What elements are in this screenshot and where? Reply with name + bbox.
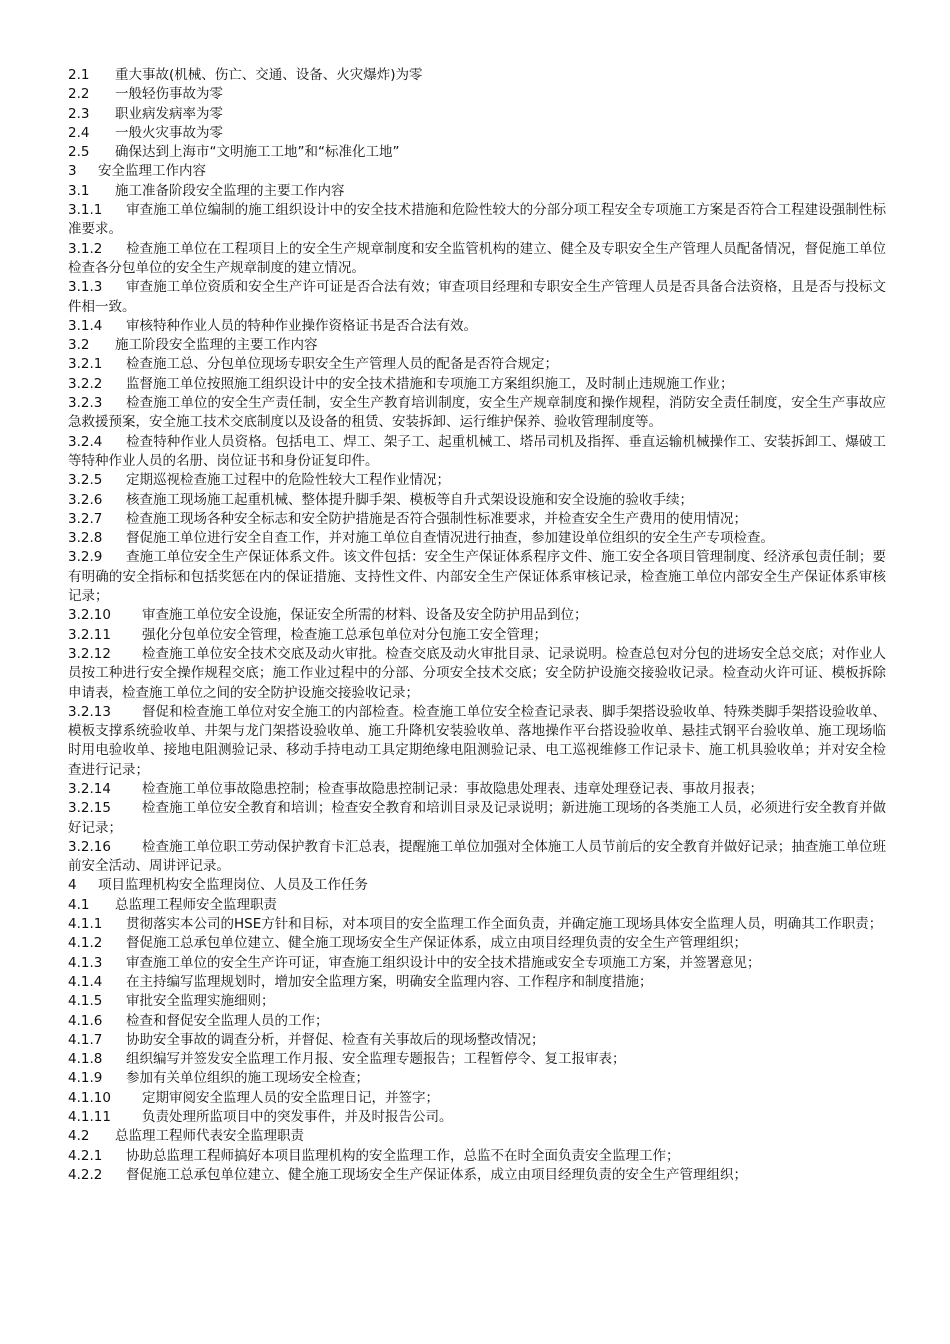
clause-text: 协助安全事故的调查分析，并督促、检查有关事故后的现场整改情况；: [126, 1031, 545, 1048]
clause-number: 4.2.2: [68, 1166, 103, 1183]
clause-number: 3.2.7: [68, 510, 103, 527]
clause-number: 3.2.9: [68, 549, 103, 566]
clause-number: 4.1.1: [68, 916, 103, 933]
clause-text: 审查施工单位安全设施，保证安全所需的材料、设备及安全防护用品到位；: [142, 607, 588, 624]
clause-number: 3.2.14: [68, 780, 111, 797]
clause-text: 检查施工现场各种安全标志和安全防护措施是否符合强制性标准要求，并检查安全生产费用的使用情况；: [126, 510, 747, 527]
clause-text: 核查施工现场施工起重机械、整体提升脚手架、模板等自升式架设设施和安全设施的验收手续；: [126, 491, 693, 508]
clause-number: 3.2.6: [68, 491, 103, 508]
clause-paragraph: [68, 143, 886, 162]
clause-number: 2.1: [68, 67, 90, 83]
clause-text: 项目监理机构安全监理岗位、人员及工作任务: [98, 877, 368, 894]
clause-paragraph: [68, 1166, 886, 1185]
clause-paragraph: [68, 1108, 886, 1127]
clause-text: 定期审阅安全监理人员的安全监理日记，并签字；: [142, 1089, 439, 1106]
clause-paragraph: [68, 645, 886, 703]
clause-number: 2.5: [68, 144, 90, 161]
clause-text: 参加有关单位组织的施工现场安全检查；: [126, 1070, 369, 1087]
clause-text: 督促施工总承包单位建立、健全施工现场安全生产保证体系，成立由项目经理负责的安全生产管理组织；: [126, 1166, 747, 1183]
clause-paragraph: [68, 336, 886, 355]
clause-paragraph: [68, 1089, 886, 1108]
clause-text: 施工准备阶段安全监理的主要工作内容: [115, 182, 345, 199]
clause-number: 3.2.13: [68, 703, 111, 720]
clause-number: 3.1.1: [68, 202, 103, 219]
clause-text: 施工阶段安全监理的主要工作内容: [115, 337, 318, 354]
clause-text: 职业病发病率为零: [115, 105, 223, 122]
clause-paragraph: [68, 182, 886, 201]
clause-text: 督促施工总承包单位建立、健全施工现场安全生产保证体系，成立由项目经理负责的安全生产管理组织；: [126, 935, 747, 952]
clause-number: 4.2.1: [68, 1147, 103, 1164]
clause-text: 检查特种作业人员资格。包括电工、焊工、架子工、起重机械工、塔吊司机及指挥、垂直运输机械操作工、安装拆卸工、爆破工等特种作业人员的名册、岗位证书和身份证复印件。: [68, 433, 886, 469]
clause-number: 4.1.9: [68, 1070, 103, 1087]
clause-number: 3.2.2: [68, 375, 103, 392]
clause-paragraph: [68, 876, 886, 895]
clause-text: 在主持编写监理规划时，增加安全监理方案，明确安全监理内容、工作程序和制度措施；: [126, 973, 653, 990]
clause-paragraph: [68, 626, 886, 645]
clause-paragraph: [68, 162, 886, 181]
clause-paragraph: [68, 934, 886, 953]
clause-paragraph: [68, 780, 886, 799]
clause-paragraph: [68, 471, 886, 490]
clause-text: 检查施工单位在工程项目上的安全生产规章制度和安全监管机构的建立、健全及专职安全生产管理人员配备情况，督促施工单位检查各分包单位的安全生产规章制度的建立情况。: [68, 240, 886, 276]
clause-text: 安全监理工作内容: [98, 163, 206, 180]
clause-number: 3.2.4: [68, 433, 103, 450]
clause-number: 3.1: [68, 182, 90, 199]
clause-number: 3.2.5: [68, 472, 103, 489]
clause-number: 3.1.3: [68, 279, 103, 296]
clause-text: 审批安全监理实施细则；: [126, 993, 275, 1010]
clause-paragraph: [68, 66, 886, 85]
clause-number: 4.1.5: [68, 993, 103, 1010]
clause-paragraph: [68, 433, 886, 472]
clause-number: 3.1.4: [68, 317, 103, 334]
clause-paragraph: [68, 1127, 886, 1146]
clause-text: 一般火灾事故为零: [115, 124, 223, 141]
clause-text: 贯彻落实本公司的HSE方针和目标，对本项目的安全监理工作全面负责，并确定施工现场具体安全监理人员，明确其工作职责；: [126, 916, 883, 933]
clause-paragraph: [68, 394, 886, 433]
clause-text: 审查施工单位编制的施工组织设计中的安全技术措施和危险性较大的分部分项工程安全专项施工方案是否符合工程建设强制性标准要求。: [68, 202, 886, 238]
clause-text: 检查施工总、分包单位现场专职安全生产管理人员的配备是否符合规定；: [126, 356, 558, 373]
clause-number: 3.2.10: [68, 607, 111, 624]
clause-number: 3: [68, 163, 77, 180]
clause-number: 4.1.8: [68, 1051, 103, 1068]
clause-number: 3.2.15: [68, 800, 111, 817]
clause-paragraph: [68, 85, 886, 104]
clause-paragraph: [68, 355, 886, 374]
clause-number: 4.1.6: [68, 1012, 103, 1029]
clause-paragraph: [68, 1012, 886, 1031]
clause-paragraph: [68, 124, 886, 143]
clause-paragraph: [68, 510, 886, 529]
clause-paragraph: [68, 896, 886, 915]
clause-number: 3.2.11: [68, 626, 111, 643]
clause-number: 4.1.3: [68, 954, 103, 971]
clause-text: 重大事故(机械、伤亡、交通、设备、火灾爆炸)为零: [115, 67, 423, 83]
clause-paragraph: [68, 838, 886, 877]
clause-text: 检查施工单位事故隐患控制；检查事故隐患控制记录：事故隐患处理表、违章处理登记表、事故月报表；: [142, 780, 763, 797]
clause-text: 强化分包单位安全管理，检查施工总承包单位对分包施工安全管理；: [142, 626, 547, 643]
clause-number: 2.3: [68, 105, 90, 122]
clause-number: 4.2: [68, 1128, 90, 1145]
clause-paragraph: [68, 491, 886, 510]
clause-text: 督促和检查施工单位对安全施工的内部检查。检查施工单位安全检查记录表、脚手架搭设验收单、特殊类脚手架搭设验收单、模板支撑系统验收单、井架与龙门架搭设验收单、施工升降机安装验收单、落地操作平台搭设验收单、悬挂式钢平台验收单、施工现场临时用电验收单、接地电阻测验记录、移动手持电动工具定期绝缘电阻测验记录、电工巡视维修工作记录卡、施工机具验收单；并对安全检查进行记录；: [68, 703, 886, 778]
clause-text: 检查施工单位安全教育和培训；检查安全教育和培训目录及记录说明；新进施工现场的各类施工人员，必须进行安全教育并做好记录；: [68, 800, 886, 836]
clause-number: 3.2.8: [68, 530, 103, 547]
clause-text: 督促施工单位进行安全自查工作，并对施工单位自查情况进行抽查，参加建设单位组织的安全生产专项检查。: [126, 530, 774, 547]
clause-number: 3.2.16: [68, 838, 111, 855]
clause-paragraph: [68, 1031, 886, 1050]
clause-paragraph: [68, 105, 886, 124]
clause-paragraph: [68, 954, 886, 973]
clause-paragraph: [68, 548, 886, 606]
clause-paragraph: [68, 973, 886, 992]
clause-number: 3.2.12: [68, 645, 111, 662]
clause-paragraph: [68, 1069, 886, 1088]
clause-text: 检查施工单位职工劳动保护教育卡汇总表，提醒施工单位加强对全体施工人员节前后的安全教育并做好记录；抽查施工单位班前安全活动、周讲评记录。: [68, 838, 886, 875]
clause-paragraph: [68, 799, 886, 838]
clause-text: 一般轻伤事故为零: [115, 86, 223, 103]
clause-number: 4.1: [68, 896, 90, 913]
clause-text: 定期巡视检查施工过程中的危险性较大工程作业情况；: [126, 472, 450, 489]
clause-number: 4: [68, 877, 77, 894]
clause-number: 3.2.1: [68, 356, 103, 373]
clause-text: 协助总监理工程师搞好本项目监理机构的安全监理工作，总监不在时全面负责安全监理工作；: [126, 1147, 680, 1164]
clause-paragraph: [68, 278, 886, 317]
clause-text: 组织编写并签发安全监理工作月报、安全监理专题报告；工程暂停令、复工报审表；: [126, 1051, 626, 1068]
clause-text: 确保达到上海市“文明施工工地”和“标准化工地”: [115, 144, 400, 161]
clause-text: 审查施工单位资质和安全生产许可证是否合法有效；审查项目经理和专职安全生产管理人员是否具备合法资格，且是否与投标文件相一致。: [68, 279, 886, 315]
clause-paragraph: [68, 317, 886, 336]
clause-paragraph: [68, 529, 886, 548]
clause-text: 查施工单位安全生产保证体系文件。该文件包括：安全生产保证体系程序文件、施工安全各项目管理制度、经济承包责任制；要有明确的安全指标和包括奖惩在内的保证措施、支持性文件、内部安全生产保证体系审核记录，检查施工单位内部安全生产保证体系审核记录；: [68, 549, 886, 605]
clause-number: 3.1.2: [68, 240, 103, 257]
clause-number: 3.2: [68, 337, 90, 354]
clause-text: 检查和督促安全监理人员的工作；: [126, 1012, 329, 1029]
clause-number: 4.1.11: [68, 1109, 111, 1126]
clause-text: 总监理工程师代表安全监理职责: [115, 1128, 304, 1145]
clause-number: 4.1.10: [68, 1089, 111, 1106]
clause-paragraph: [68, 201, 886, 240]
clause-paragraph: [68, 1147, 886, 1166]
clause-paragraph: [68, 915, 886, 934]
clause-number: 2.2: [68, 86, 90, 103]
clause-paragraph: [68, 703, 886, 780]
clause-text: 负责处理所监项目中的突发事件，并及时报告公司。: [142, 1109, 453, 1126]
clause-number: 4.1.7: [68, 1031, 103, 1048]
clause-paragraph: [68, 375, 886, 394]
clause-text: 监督施工单位按照施工组织设计中的安全技术措施和专项施工方案组织施工，及时制止违规施工作业；: [126, 375, 734, 392]
clause-paragraph: [68, 1050, 886, 1069]
clause-number: 2.4: [68, 124, 90, 141]
clause-text: 总监理工程师安全监理职责: [115, 896, 277, 913]
clause-paragraph: [68, 606, 886, 625]
clause-number: 3.2.3: [68, 395, 103, 412]
clause-number: 4.1.2: [68, 935, 103, 952]
clause-text: 审查施工单位的安全生产许可证，审查施工组织设计中的安全技术措施或安全专项施工方案，并签署意见；: [126, 954, 761, 971]
clause-paragraph: [68, 240, 886, 279]
clause-number: 4.1.4: [68, 973, 103, 990]
clause-paragraph: [68, 992, 886, 1011]
document-body: [68, 66, 886, 1185]
clause-text: 检查施工单位安全技术交底及动火审批。检查交底及动火审批目录、记录说明。检查总包对分包的进场安全总交底；对作业人员按工种进行安全操作规程交底；施工作业过程中的分部、分项安全技术交底；安全防护设施交接验收记录。检查动火许可证、模板拆除申请表，检查施工单位之间的安全防护设施交接验收记录；: [68, 645, 886, 701]
clause-text: 检查施工单位的安全生产责任制，安全生产教育培训制度，安全生产规章制度和操作规程，消防安全责任制度，安全生产事故应急救援预案，安全施工技术交底制度以及设备的租赁、安装拆卸、运行维护保养、验收管理制度等。: [68, 395, 886, 431]
clause-text: 审核特种作业人员的特种作业操作资格证书是否合法有效。: [126, 317, 477, 334]
